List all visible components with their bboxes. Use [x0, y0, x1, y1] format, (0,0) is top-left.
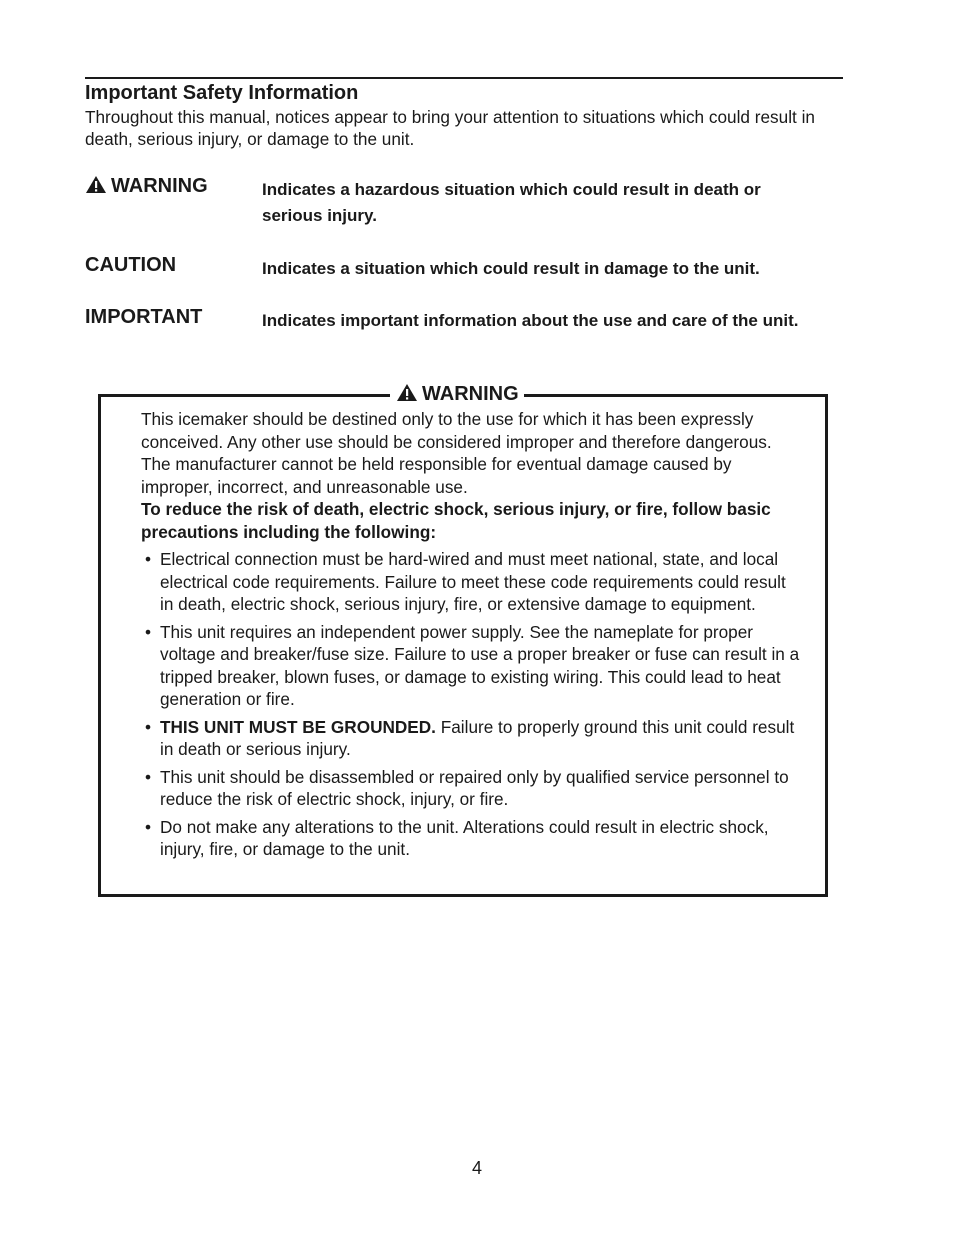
list-item: [141, 621, 801, 711]
warning-paragraph: This icemaker should be destined only to the use for which it has been expressly conceived. Any other use should be considered improper and therefore dangerous. The manufacturer cannot be held responsible for eventual damage caused by improper, incorrect, and unreasonable use.: [141, 409, 772, 497]
bullet-icon: •: [145, 816, 152, 837]
bullet-icon: •: [145, 766, 152, 787]
bullet-lead: THIS UNIT MUST BE GROUNDED.: [160, 716, 436, 737]
warning-box-body: [141, 408, 801, 866]
notice-description: Indicates a situation which could result in damage to the unit.: [262, 259, 760, 278]
bullet-text: Failure to properly ground this unit could result in death or serious injury.: [160, 716, 795, 759]
section-title: Important Safety Information: [85, 82, 359, 104]
warning-triangle-icon: [85, 175, 107, 194]
top-divider: [85, 77, 843, 79]
warning-box-heading: [390, 383, 524, 406]
list-item: [141, 816, 801, 861]
bullet-icon: •: [145, 621, 152, 642]
bullet-icon: •: [145, 716, 152, 737]
bullet-icon: •: [145, 549, 152, 569]
list-item: [141, 766, 801, 811]
bullet-text: Electrical connection must be hard-wired and must meet national, state, and local electrical code requirements. Failure to meet these code requirements could result in death, electric shock, serious injury, fire, or extensive damage to equipment.: [160, 549, 786, 614]
bullet-text: This unit requires an independent power supply. See the nameplate for proper voltage and breaker/fuse size. Failure to use a proper breaker or fuse can result in a tripped breaker, blown fuses, or damage to existing wiring. This could lead to heat generation or fire.: [160, 621, 800, 709]
warning-box-heading-label: WARNING: [422, 383, 519, 405]
notice-term-warning: [85, 175, 208, 198]
bullet-text: This unit should be disassembled or repaired only by qualified service personnel to reduce the risk of electric shock, injury, or fire.: [160, 766, 789, 809]
notice-term-caution: CAUTION: [85, 254, 177, 276]
notice-description: Indicates a hazardous situation which could result in death or serious injury.: [262, 180, 761, 225]
precautions-list: [141, 548, 801, 861]
notice-term-label: WARNING: [111, 175, 208, 197]
warning-emphasis: To reduce the risk of death, electric shock, serious injury, or fire, follow basic precautions including the following:: [141, 499, 771, 542]
intro-paragraph: Throughout this manual, notices appear to bring your attention to situations which could result in death, serious injury, or damage to the unit.: [85, 107, 815, 149]
page-number: 4: [471, 1158, 482, 1178]
notice-term-important: IMPORTANT: [85, 306, 203, 328]
bullet-text: Do not make any alterations to the unit. Alterations could result in electric shock, injury, fire, or damage to the unit.: [160, 816, 769, 859]
notice-description: Indicates important information about the use and care of the unit.: [262, 311, 799, 330]
list-item: [141, 548, 801, 616]
warning-triangle-icon: [396, 383, 418, 402]
list-item: [141, 716, 801, 761]
